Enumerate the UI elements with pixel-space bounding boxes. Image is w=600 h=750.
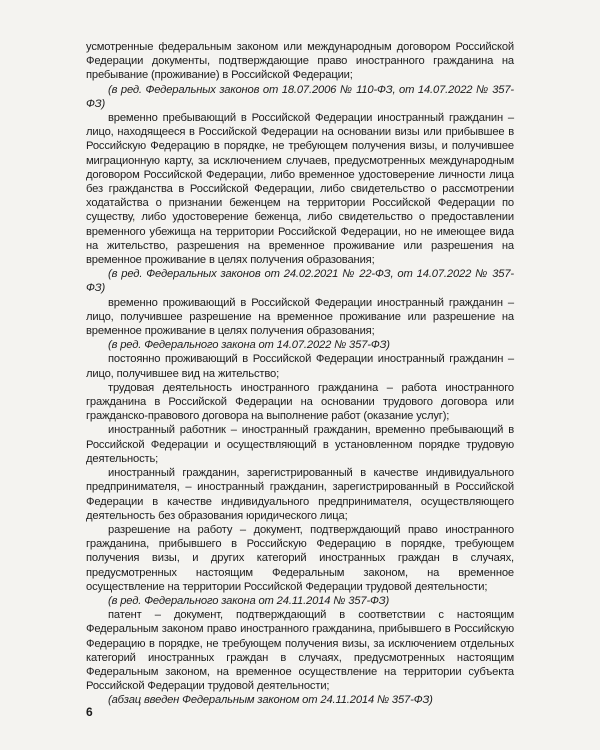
amendment-note: (в ред. Федеральных законов от 18.07.2006 № 110-ФЗ, от 14.07.2022 № 357-ФЗ) [86,83,514,110]
definition-temporarily-residing: временно проживающий в Российской Федерации иностранный гражданин – лицо, получившее разрешение на временное проживание или разрешение на временное проживание в целях получения образования; [86,296,514,338]
definition-temporarily-staying: временно пребывающий в Российской Федерации иностранный гражданин – лицо, находящееся в Российской Федерации на основании визы или прибывшее в Российскую Федерацию в порядке, не требующем получения визы, и получившее миграционную карту, за исключением случаев, предусмотренных международным договором Российской Федерации, либо временное удостоверение личности лица без гражданства в Российской Федерации, либо свидетельство о рассмотрении ходатайства о признании беженцем на территории Российской Федерации по существу, либо удостоверение беженца, либо свидетельство о предоставлении временного убежища на территории Российской Федерации, но не имеющее вида на жительство, разрешения на временное проживание или разрешения на временное проживание в целях получения образования; [86,112,514,267]
amendment-note: (в ред. Федерального закона от 24.11.2014 № 357-ФЗ) [108,594,390,607]
paragraph-continuation: усмотренные федеральным законом или международным договором Российской Федерации документы, подтверждающие право иностранного гражданина на пребывание (проживание) в Российской Федерации; [86,41,514,82]
definition-work-permit: разрешение на работу – документ, подтверждающий право иностранного гражданина, прибывшего в Российскую Федерацию в порядке, требующем получения визы, и других категорий иностранных граждан в случаях, предусмотренных настоящим Федеральным законом, на временное осуществление на территории Российской Федерации трудовой деятельности; [86,523,514,593]
definition-entrepreneur: иностранный гражданин, зарегистрированный в качестве индивидуального предпринимателя, – иностранный гражданин, зарегистрированный в Российской Федерации в качестве индивидуального предпринимателя, осуществляющего деятельность без образования юридического лица; [86,467,514,522]
definition-foreign-worker: иностранный работник – иностранный гражданин, временно пребывающий в Российской Федерации и осуществляющий в установленном порядке трудовую деятельность; [86,424,514,465]
amendment-note: (в ред. Федерального закона от 14.07.2022 № 357-ФЗ) [108,339,390,352]
definition-permanently-residing: постоянно проживающий в Российской Федерации иностранный гражданин – лицо, получившее вид на жительство; [86,353,514,380]
amendment-note: (в ред. Федеральных законов от 24.02.2021 № 22-ФЗ, от 14.07.2022 № 357-ФЗ) [86,268,514,295]
text-column [86,40,514,708]
definition-patent: патент – документ, подтверждающий в соответствии с настоящим Федеральным законом право иностранного гражданина, прибывшего в Российскую Федерацию в порядке, не требующем получения визы, за исключением отдельных категорий иностранных граждан в случаях, предусмотренных настоящим Федеральным законом, на временное осуществление на территории субъекта Российской Федерации трудовой деятельности; [86,609,514,693]
amendment-note: (абзац введен Федеральным законом от 24.11.2014 № 357-ФЗ) [108,694,433,707]
page-number: 6 [86,705,93,719]
definition-labour-activity: трудовая деятельность иностранного гражданина – работа иностранного гражданина в Российской Федерации на основании трудового договора или гражданско-правового договора на выполнение работ (оказание услуг); [86,381,514,423]
